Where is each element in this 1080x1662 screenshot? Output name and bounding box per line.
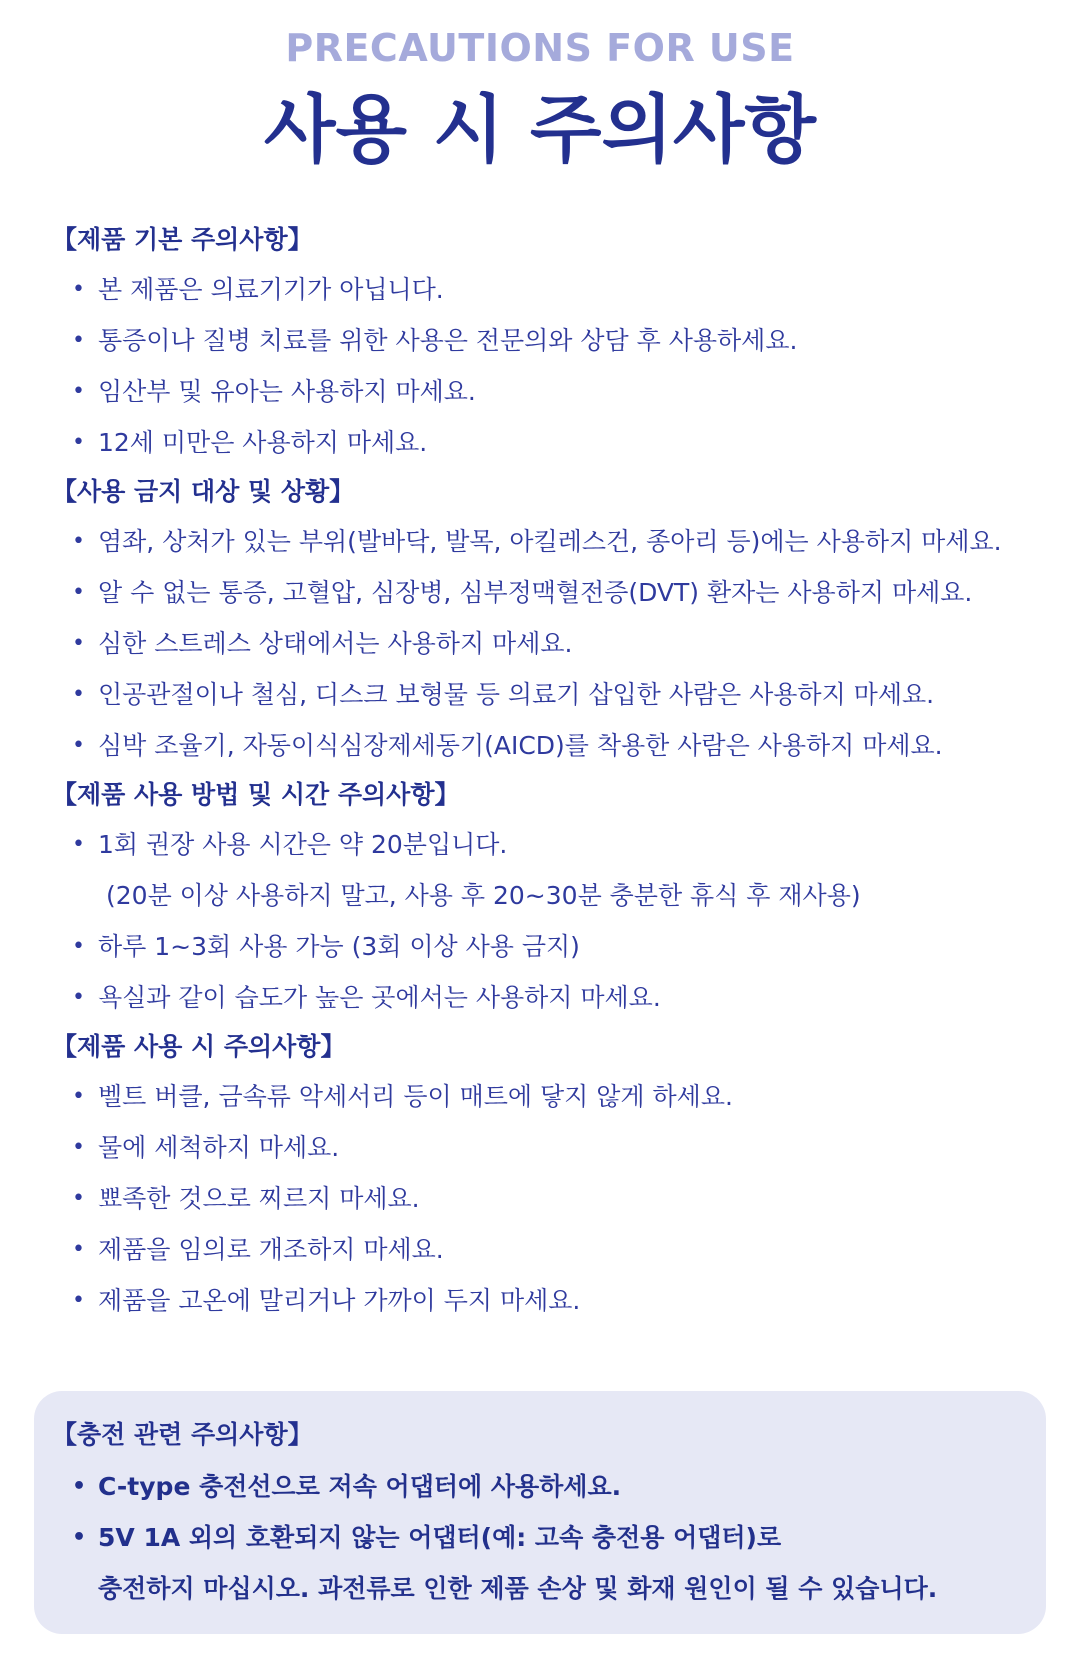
list-item-text: 심한 스트레스 상태에서는 사용하지 마세요. bbox=[98, 629, 573, 658]
bullet-icon: • bbox=[72, 682, 85, 707]
bullet-icon: • bbox=[72, 379, 85, 404]
list-item-text: 벨트 버클, 금속류 악세서리 등이 매트에 닿지 않게 하세요. bbox=[98, 1082, 733, 1111]
section-list bbox=[52, 1461, 1028, 1614]
list-item bbox=[52, 1224, 1040, 1275]
list-item bbox=[52, 819, 1040, 921]
section-list bbox=[52, 264, 1040, 468]
list-item-text: 임산부 및 유아는 사용하지 마세요. bbox=[98, 377, 476, 406]
list-item bbox=[52, 516, 1040, 567]
bullet-icon: • bbox=[72, 1186, 85, 1211]
bullet-icon: • bbox=[72, 277, 85, 302]
list-item-text: C-type 충전선으로 저속 어댑터에 사용하세요. bbox=[98, 1472, 622, 1501]
list-item-text: 염좌, 상처가 있는 부위(발바닥, 발목, 아킬레스건, 종아리 등)에는 사용하지 마세요. bbox=[98, 527, 1002, 556]
list-item-text: 욕실과 같이 습도가 높은 곳에서는 사용하지 마세요. bbox=[98, 983, 661, 1012]
list-item bbox=[52, 1173, 1040, 1224]
list-item-text: 제품을 고온에 말리거나 가까이 두지 마세요. bbox=[98, 1286, 581, 1315]
list-item bbox=[52, 1461, 1028, 1512]
bullet-icon: • bbox=[72, 631, 85, 656]
list-item-text: 심박 조율기, 자동이식심장제세동기(AICD)를 착용한 사람은 사용하지 마세요. bbox=[98, 731, 943, 760]
bullet-icon: • bbox=[72, 832, 85, 857]
page-eyebrow: PRECAUTIONS FOR USE bbox=[285, 26, 795, 70]
list-item bbox=[52, 366, 1040, 417]
list-item bbox=[52, 567, 1040, 618]
list-item bbox=[52, 417, 1040, 468]
list-item bbox=[52, 1071, 1040, 1122]
list-item bbox=[52, 1122, 1040, 1173]
section-list bbox=[52, 516, 1040, 771]
list-item-text: 제품을 임의로 개조하지 마세요. bbox=[98, 1235, 444, 1264]
bullet-icon: • bbox=[72, 1474, 87, 1499]
section-list bbox=[52, 1071, 1040, 1326]
charging-notice-box bbox=[34, 1391, 1046, 1634]
bullet-icon: • bbox=[72, 529, 85, 554]
list-item-text: 충전하지 마십시오. 과전류로 인한 제품 손상 및 화재 원인이 될 수 있습니다. bbox=[98, 1574, 938, 1603]
section-heading: 【제품 사용 시 주의사항】 bbox=[52, 1032, 346, 1061]
list-item bbox=[52, 921, 1040, 972]
list-item-text: 12세 미만은 사용하지 마세요. bbox=[98, 428, 428, 457]
list-item bbox=[52, 264, 1040, 315]
section-basic bbox=[52, 216, 1040, 468]
bullet-icon: • bbox=[72, 1084, 85, 1109]
list-item bbox=[52, 669, 1040, 720]
section-heading: 【제품 기본 주의사항】 bbox=[52, 225, 313, 254]
section-list bbox=[52, 819, 1040, 1023]
section-heading: 【사용 금지 대상 및 상황】 bbox=[52, 477, 355, 506]
bullet-icon: • bbox=[72, 934, 85, 959]
bullet-icon: • bbox=[72, 1525, 87, 1550]
section-prohibited bbox=[52, 468, 1040, 771]
list-item-text: 통증이나 질병 치료를 위한 사용은 전문의와 상담 후 사용하세요. bbox=[98, 326, 798, 355]
list-item-text: 하루 1~3회 사용 가능 (3회 이상 사용 금지) bbox=[98, 932, 580, 961]
list-item-text: 1회 권장 사용 시간은 약 20분입니다. bbox=[98, 830, 508, 859]
list-item bbox=[52, 618, 1040, 669]
bullet-icon: • bbox=[72, 985, 85, 1010]
section-usage-time bbox=[52, 771, 1040, 1023]
bullet-icon: • bbox=[72, 328, 85, 353]
list-item-text: 인공관절이나 철심, 디스크 보형물 등 의료기 삽입한 사람은 사용하지 마세요. bbox=[98, 680, 935, 709]
bullet-icon: • bbox=[72, 430, 85, 455]
bullet-icon: • bbox=[72, 580, 85, 605]
list-item bbox=[52, 1275, 1040, 1326]
list-item bbox=[52, 972, 1040, 1023]
list-item-text: 물에 세척하지 마세요. bbox=[98, 1133, 340, 1162]
section-heading: 【충전 관련 주의사항】 bbox=[52, 1420, 313, 1449]
list-item bbox=[52, 1512, 1028, 1614]
bullet-icon: • bbox=[72, 1135, 85, 1160]
list-item-text: (20분 이상 사용하지 말고, 사용 후 20~30분 충분한 휴식 후 재사용) bbox=[106, 881, 861, 910]
bullet-icon: • bbox=[72, 1288, 85, 1313]
list-item-text: 뾰족한 것으로 찌르지 마세요. bbox=[98, 1184, 420, 1213]
list-item-text: 5V 1A 외의 호환되지 않는 어댑터(예: 고속 충전용 어댑터)로 bbox=[98, 1523, 782, 1552]
list-item bbox=[52, 720, 1040, 771]
list-item-text: 본 제품은 의료기기가 아닙니다. bbox=[98, 275, 444, 304]
bullet-icon: • bbox=[72, 1237, 85, 1262]
section-heading: 【제품 사용 방법 및 시간 주의사항】 bbox=[52, 780, 460, 809]
section-usage bbox=[52, 1023, 1040, 1326]
precautions-content bbox=[0, 216, 1080, 1326]
bullet-icon: • bbox=[72, 733, 85, 758]
list-item-text: 알 수 없는 통증, 고혈압, 심장병, 심부정맥혈전증(DVT) 환자는 사용하지 마세요. bbox=[98, 578, 973, 607]
list-item bbox=[52, 315, 1040, 366]
page-title: 사용 시 주의사항 bbox=[264, 87, 816, 173]
